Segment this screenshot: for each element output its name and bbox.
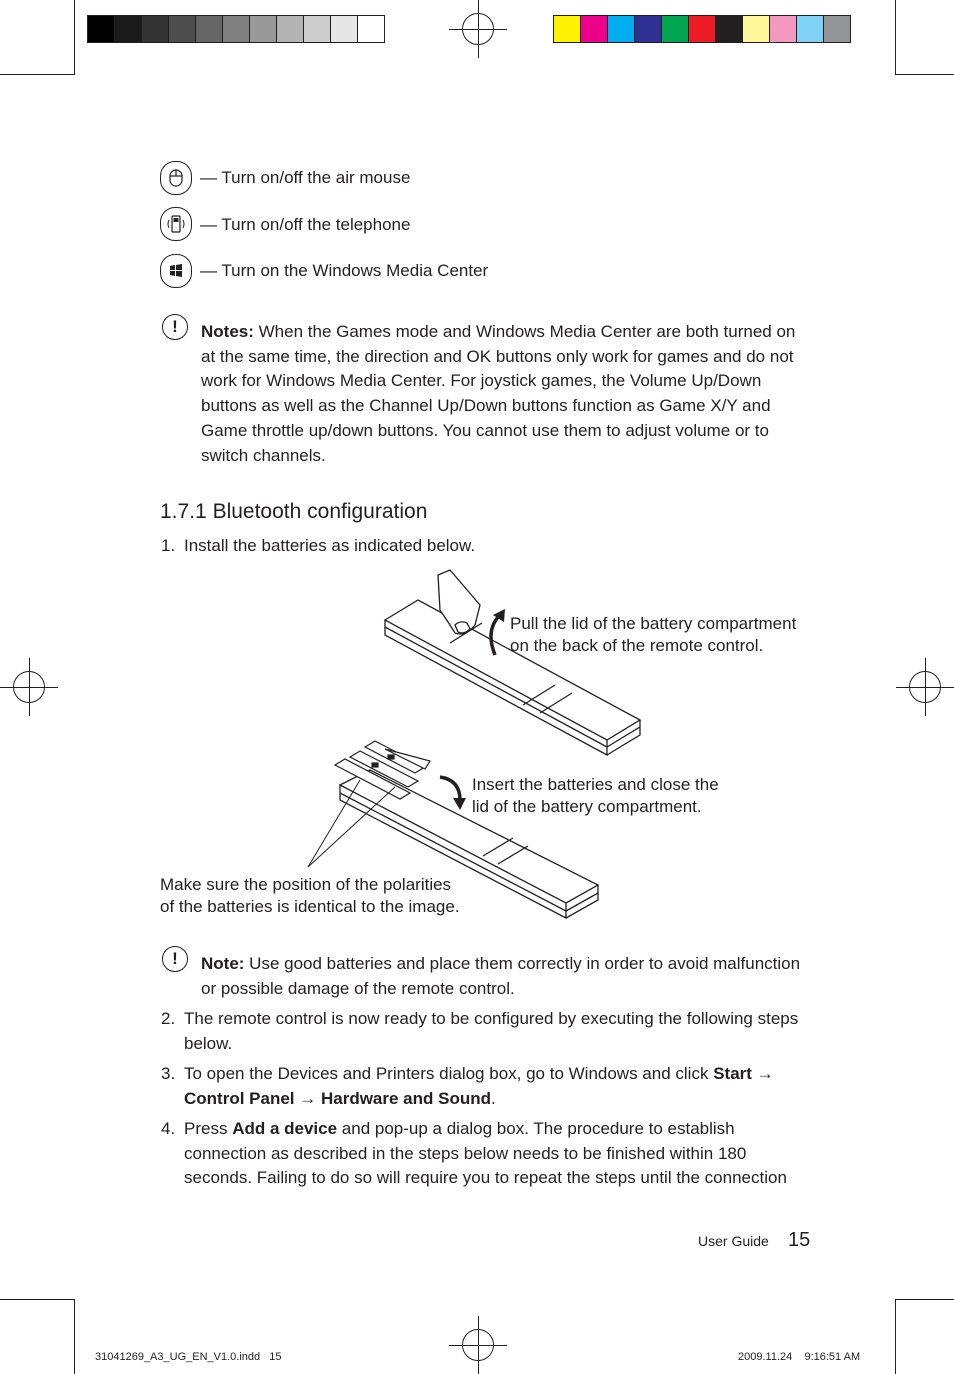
windows-button-icon [160, 254, 192, 288]
step-text: Install the batteries as indicated below. [184, 536, 476, 555]
notes-label: Notes: [201, 322, 254, 341]
caption-polarities [160, 874, 460, 918]
color-swatch [608, 16, 635, 42]
caption-insert-batteries [472, 774, 719, 818]
caption-pull-lid [510, 613, 796, 657]
step-number: 1. [161, 536, 176, 555]
step-1 [161, 534, 814, 559]
color-swatch [88, 16, 115, 42]
legend-telephone-text: — Turn on/off the telephone [200, 215, 411, 234]
process-color-bar [553, 15, 851, 43]
color-swatch [358, 16, 384, 42]
step-number: 2. [161, 1009, 176, 1028]
note-paragraph [201, 952, 813, 1001]
crop-mark [74, 1299, 75, 1374]
exclamation-icon: ! [162, 314, 188, 340]
add-device-term: Add a device [232, 1119, 338, 1138]
step-2 [161, 1007, 814, 1056]
color-swatch [142, 16, 169, 42]
registration-mark [13, 671, 45, 703]
caption-line: Make sure the position of the polarities [160, 875, 452, 894]
color-swatch [196, 16, 223, 42]
color-swatch [635, 16, 662, 42]
section-number: 1.7.1 [160, 500, 207, 523]
curved-arrow-down [440, 777, 460, 800]
color-swatch [743, 16, 770, 42]
step-text: The remote control is now ready to be configured by executing the following steps below. [184, 1009, 799, 1053]
mouse-icon [169, 169, 183, 187]
slug-file-name: 31041269_A3_UG_EN_V1.0.indd 15 [95, 1351, 282, 1363]
step-text: To open the Devices and Printers dialog box, go to Windows and click [184, 1064, 714, 1083]
notes-paragraph [201, 320, 813, 468]
crop-mark [895, 74, 954, 75]
hardware-sound-term: Hardware and Sound [320, 1088, 491, 1108]
grayscale-color-bar [87, 15, 385, 43]
step-4 [161, 1117, 814, 1191]
color-swatch [277, 16, 304, 42]
color-swatch [824, 16, 850, 42]
arrow-glyph: → [751, 1064, 774, 1083]
step-text-end: . [491, 1088, 496, 1108]
section-heading [160, 500, 427, 524]
registration-mark [909, 671, 941, 703]
color-swatch [250, 16, 277, 42]
color-swatch [331, 16, 358, 42]
crop-mark [74, 0, 75, 75]
color-swatch [169, 16, 196, 42]
section-title: Bluetooth configuration [212, 500, 428, 523]
caption-line: Pull the lid of the battery compartment [510, 614, 797, 633]
crop-mark [895, 1299, 954, 1300]
color-swatch [770, 16, 797, 42]
color-swatch [689, 16, 716, 42]
crop-mark [0, 1299, 75, 1300]
caption-line: lid of the battery compartment. [472, 797, 702, 816]
color-swatch [797, 16, 824, 42]
note-body: Use good batteries and place them correctly in order to avoid malfunction or possible damage of the remote control. [201, 954, 801, 998]
crop-mark [895, 1299, 896, 1374]
footer-label: User Guide [698, 1233, 769, 1249]
page-number: 15 [788, 1229, 811, 1251]
pointer-line [308, 780, 360, 867]
color-swatch [662, 16, 689, 42]
notes-body: When the Games mode and Windows Media Center are both turned on at the same time, the direction and OK buttons only work for games and do not work for Windows Media Center. For joystick games, the Volume Up/Down buttons as well as the Channel Up/Down buttons function as Game X/Y and Game throttle up/down buttons. You cannot use them to adjust volume or to switch channels. [201, 322, 796, 465]
registration-mark [462, 13, 494, 45]
color-swatch [304, 16, 331, 42]
caption-line: of the batteries is identical to the image. [160, 897, 460, 916]
note-label: Note: [201, 954, 245, 973]
color-swatch [581, 16, 608, 42]
registration-mark [462, 1329, 494, 1361]
legend-mouse-text: — Turn on/off the air mouse [200, 168, 411, 187]
caption-line: Insert the batteries and close the [472, 775, 719, 794]
step-number: 3. [161, 1064, 176, 1083]
color-swatch [115, 16, 142, 42]
telephone-icon [164, 214, 188, 234]
mouse-button-icon [160, 161, 192, 195]
control-panel-term: Control Panel [184, 1088, 295, 1108]
step-3 [161, 1062, 814, 1111]
step-text-end: and pop-up a dialog box. The procedure to establish connection as described in the steps below needs to be finished within 180 seconds. Failing to do so will require you to repeat the steps until the connection [184, 1119, 787, 1188]
exclamation-icon: ! [162, 946, 188, 972]
crop-mark [0, 74, 75, 75]
caption-line: on the back of the remote control. [510, 636, 764, 655]
start-menu-term: Start [713, 1064, 752, 1083]
telephone-button-icon [160, 207, 192, 241]
slug-timestamp: 2009.11.24 9:16:51 AM [738, 1351, 861, 1363]
arrowhead-down [453, 798, 466, 810]
color-swatch [554, 16, 581, 42]
step-number: 4. [161, 1119, 176, 1138]
color-swatch [716, 16, 743, 42]
crop-mark [895, 0, 896, 75]
arrow-glyph: → [294, 1088, 321, 1108]
legend-windows-text: — Turn on the Windows Media Center [200, 261, 489, 280]
step-text: Press [184, 1119, 233, 1138]
windows-logo-icon [169, 264, 183, 278]
color-swatch [223, 16, 250, 42]
